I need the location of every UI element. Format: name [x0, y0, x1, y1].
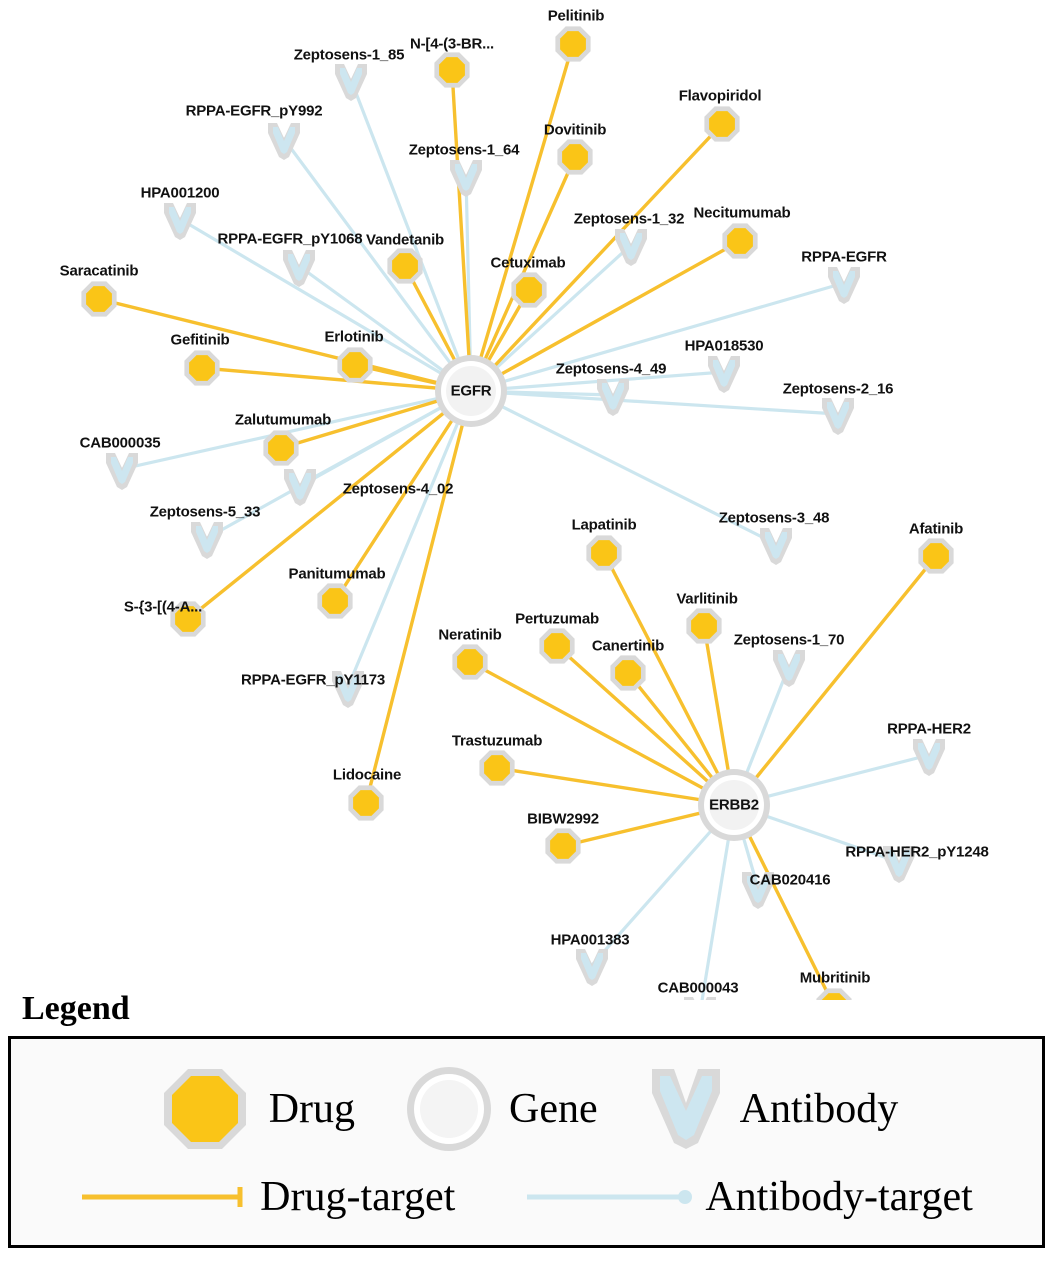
- gene-icon: [403, 1063, 495, 1155]
- antibody-label: RPPA-HER2_pY1248: [845, 843, 989, 861]
- antibody-node[interactable]: [284, 469, 316, 506]
- antibody-label: RPPA-EGFR_pY1068: [217, 230, 363, 248]
- antibody-label: CAB000043: [657, 979, 739, 997]
- legend: [8, 990, 1051, 1248]
- drug-label: Vandetanib: [365, 231, 445, 249]
- drug-node[interactable]: [317, 583, 352, 618]
- antibody-node[interactable]: [828, 267, 860, 304]
- antibody-node[interactable]: [615, 229, 647, 266]
- drug-node[interactable]: [511, 272, 546, 307]
- drug-label: S-{3-[(4-A...: [123, 598, 203, 616]
- antibody-label: Zeptosens-4_49: [555, 360, 667, 378]
- antibody-label: Zeptosens-5_33: [149, 503, 261, 521]
- legend-label-gene: Gene: [509, 1086, 598, 1132]
- legend-label-antibody-target: Antibody-target: [705, 1174, 973, 1220]
- antibody-label: CAB000035: [79, 434, 161, 452]
- drug-label: Varlitinib: [676, 590, 738, 608]
- drug-label: Cetuximab: [490, 254, 566, 272]
- legend-label-drug: Drug: [268, 1086, 356, 1132]
- antibody-label: HPA001200: [140, 184, 220, 202]
- drug-label: Afatinib: [908, 520, 964, 538]
- antibody-label: Zeptosens-1_32: [573, 210, 685, 228]
- drug-label: BIBW2992: [527, 810, 599, 828]
- drug-label: Zalutumumab: [234, 411, 332, 429]
- drug-label: Pertuzumab: [515, 610, 599, 628]
- antibody-target-edge-icon: [525, 1184, 695, 1210]
- legend-node-row: [11, 1039, 1042, 1155]
- antibody-label: Zeptosens-1_70: [733, 631, 845, 649]
- legend-item-antibody-target: [525, 1173, 973, 1221]
- drug-label: Necitumumab: [693, 204, 791, 222]
- drug-label: Pelitinib: [547, 7, 605, 25]
- legend-label-drug-target: Drug-target: [260, 1174, 456, 1220]
- antibody-label: HPA018530: [684, 337, 764, 355]
- drug-node[interactable]: [184, 350, 219, 385]
- antibody-label: Zeptosens-1_85: [293, 46, 405, 64]
- edge-drug-target: [452, 70, 475, 391]
- legend-item-antibody: [646, 1063, 899, 1155]
- antibody-node[interactable]: [164, 203, 196, 240]
- drug-node[interactable]: [918, 538, 953, 573]
- drug-node[interactable]: [452, 644, 487, 679]
- antibody-label: Zeptosens-4_02: [342, 480, 454, 498]
- drug-node[interactable]: [704, 106, 739, 141]
- drug-node[interactable]: [555, 26, 590, 61]
- antibody-node[interactable]: [335, 64, 367, 101]
- drug-label: Trastuzumab: [451, 732, 543, 750]
- drug-label: Lapatinib: [571, 516, 637, 534]
- drug-node[interactable]: [557, 139, 592, 174]
- antibody-node[interactable]: [913, 739, 945, 776]
- drug-node[interactable]: [387, 248, 422, 283]
- antibody-label: Zeptosens-1_64: [408, 141, 520, 159]
- legend-label-antibody: Antibody: [739, 1086, 899, 1132]
- drug-label: Neratinib: [438, 626, 502, 644]
- antibody-label: HPA001383: [550, 931, 630, 949]
- legend-edge-row: [11, 1173, 1042, 1221]
- antibody-label: RPPA-EGFR_pY992: [185, 102, 323, 120]
- legend-title: Legend: [22, 990, 130, 1027]
- edge-drug-target: [734, 556, 936, 805]
- antibody-node[interactable]: [708, 356, 740, 393]
- legend-item-gene: [403, 1063, 598, 1155]
- drug-node[interactable]: [586, 535, 621, 570]
- drug-label: Flavopiridol: [678, 87, 762, 105]
- legend-item-drug: [155, 1063, 355, 1155]
- antibody-node[interactable]: [450, 160, 482, 197]
- drug-node[interactable]: [337, 347, 372, 382]
- gene-label: ERBB2: [709, 796, 759, 814]
- antibody-label: RPPA-EGFR_pY1173: [240, 671, 386, 689]
- antibody-node[interactable]: [597, 379, 629, 416]
- legend-item-drug-target: [80, 1173, 455, 1221]
- drug-label: Erlotinib: [324, 328, 384, 346]
- antibody-label: CAB020416: [749, 871, 831, 889]
- antibody-icon: [646, 1063, 726, 1155]
- legend-box: [8, 1036, 1045, 1248]
- drug-node[interactable]: [545, 828, 580, 863]
- drug-label: Canertinib: [591, 637, 665, 655]
- drug-node[interactable]: [722, 223, 757, 258]
- antibody-node[interactable]: [576, 949, 608, 986]
- antibody-label: RPPA-HER2: [887, 720, 971, 738]
- drug-target-edge-icon: [80, 1184, 250, 1210]
- drug-label: Lidocaine: [332, 766, 402, 784]
- drug-label: N-[4-(3-BR...: [409, 35, 495, 53]
- antibody-label: Zeptosens-2_16: [782, 380, 894, 398]
- drug-node[interactable]: [263, 430, 298, 465]
- antibody-node[interactable]: [773, 650, 805, 687]
- antibody-node[interactable]: [191, 522, 223, 559]
- drug-node[interactable]: [348, 785, 383, 820]
- antibody-node[interactable]: [822, 398, 854, 435]
- drug-node[interactable]: [610, 655, 645, 690]
- antibody-node[interactable]: [106, 453, 138, 490]
- drug-label: Gefitinib: [170, 331, 230, 349]
- drug-node[interactable]: [434, 52, 469, 87]
- drug-node[interactable]: [539, 628, 574, 663]
- drug-label: Mubritinib: [799, 969, 871, 987]
- drug-node[interactable]: [81, 281, 116, 316]
- drug-node[interactable]: [479, 750, 514, 785]
- antibody-label: Zeptosens-3_48: [718, 509, 830, 527]
- drug-label: Panitumumab: [288, 565, 386, 583]
- drug-label: Dovitinib: [543, 121, 607, 139]
- drug-node[interactable]: [686, 608, 721, 643]
- drug-label: Saracatinib: [59, 262, 139, 280]
- drug-icon: [155, 1063, 255, 1155]
- gene-label: EGFR: [450, 382, 492, 400]
- antibody-node[interactable]: [760, 528, 792, 565]
- antibody-label: RPPA-EGFR: [801, 248, 887, 266]
